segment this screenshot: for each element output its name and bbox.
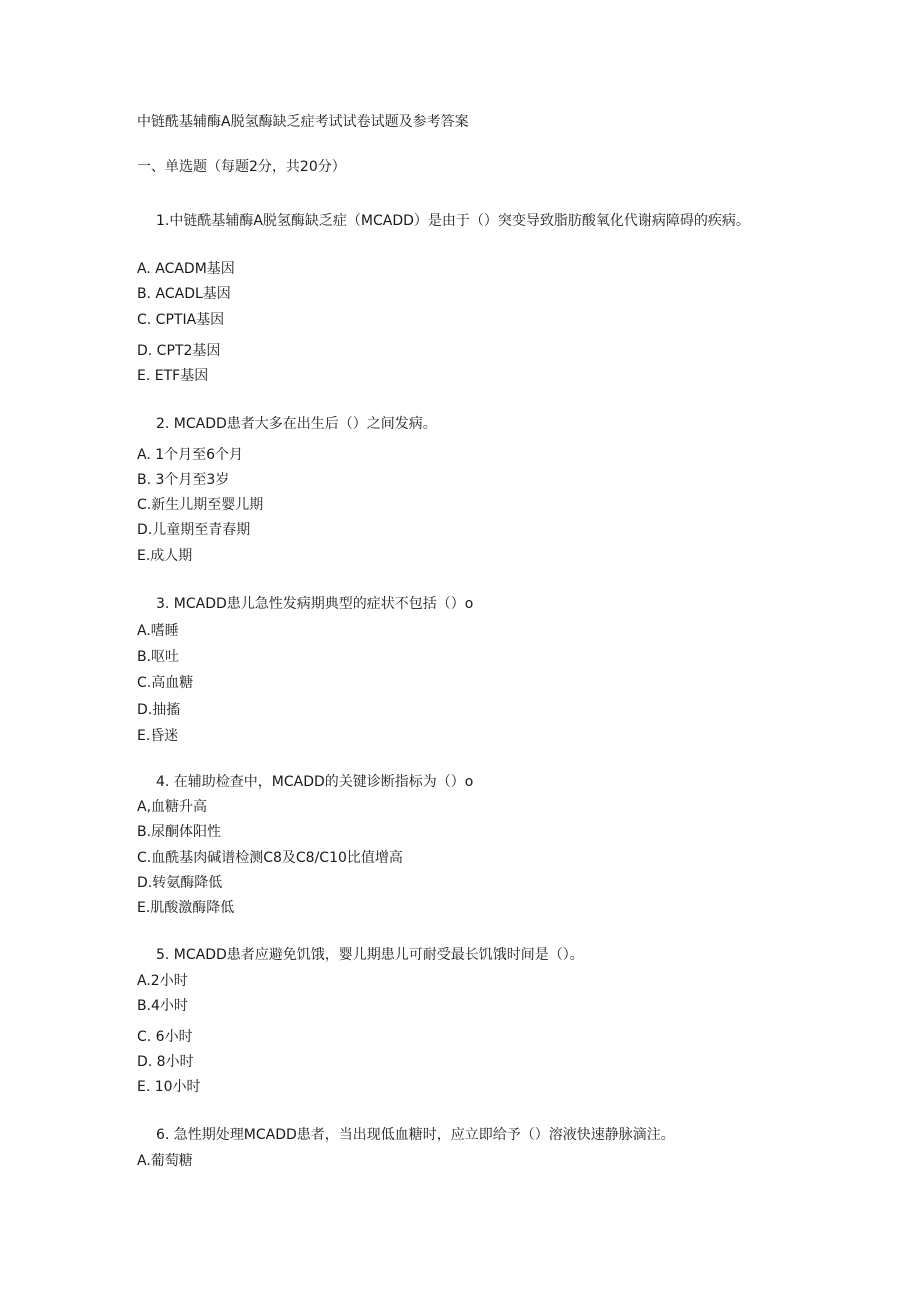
question-4-option-d: D.转氨酶降低 (137, 875, 223, 891)
question-5-option-e: E. 10小时 (137, 1079, 201, 1095)
question-1-option-b: B. ACADL基因 (137, 286, 231, 302)
question-4-option-e: E.肌酸激酶降低 (137, 900, 235, 916)
question-6-stem: 6. 急性期处理MCADD患者，当出现低血糖时，应立即给予（）溶液快速静脉滴注。 (156, 1127, 675, 1143)
question-3-option-c: C.高血糖 (137, 675, 194, 691)
question-3-option-e: E.昏迷 (137, 728, 179, 744)
question-3-stem: 3. MCADD患儿急性发病期典型的症状不包括（）o (156, 596, 474, 612)
question-4-option-c: C.血酰基肉碱谱检测C8及C8/C10比值增高 (137, 850, 403, 866)
section-heading: 一、单选题（每题2分，共20分） (137, 159, 346, 175)
document-title: 中链酰基辅酶A脱氢酶缺乏症考试试卷试题及参考答案 (137, 114, 469, 130)
question-4-option-b: B.尿酮体阳性 (137, 824, 222, 840)
question-1-stem: 1.中链酰基辅酶A脱氢酶缺乏症（MCADD）是由于（）突变导致脂肪酸氧化代谢病障碍的疾病。 (156, 213, 750, 229)
question-2-option-c: C.新生儿期至婴儿期 (137, 497, 264, 513)
question-3-option-a: A.嗜睡 (137, 623, 179, 639)
question-3-option-d: D.抽搐 (137, 702, 181, 718)
question-2-stem: 2. MCADD患者大多在出生后（）之间发病。 (156, 416, 437, 432)
question-6-option-a: A.葡萄糖 (137, 1153, 193, 1169)
question-4-stem: 4. 在辅助检查中，MCADD的关键诊断指标为（）o (156, 774, 474, 790)
question-1-option-e: E. ETF基因 (137, 368, 209, 384)
question-5-option-d: D. 8小时 (137, 1054, 194, 1070)
question-4-option-a: A,血糖升高 (137, 799, 208, 815)
question-5-stem: 5. MCADD患者应避免饥饿，婴儿期患儿可耐受最长饥饿时间是（）。 (156, 947, 584, 963)
question-2-option-e: E.成人期 (137, 548, 193, 564)
question-2-option-a: A. 1个月至6个月 (137, 447, 244, 463)
question-3-option-b: B.呕吐 (137, 649, 180, 665)
question-5-option-b: B.4小时 (137, 998, 188, 1014)
question-1-option-d: D. CPT2基因 (137, 343, 221, 359)
question-2-option-d: D.儿童期至青春期 (137, 522, 251, 538)
question-2-option-b: B. 3个月至3岁 (137, 472, 230, 488)
question-5-option-c: C. 6小时 (137, 1029, 193, 1045)
question-1-option-a: A. ACADM基因 (137, 261, 235, 277)
question-1-option-c: C. CPTIA基因 (137, 312, 225, 328)
question-5-option-a: A.2小时 (137, 973, 188, 989)
